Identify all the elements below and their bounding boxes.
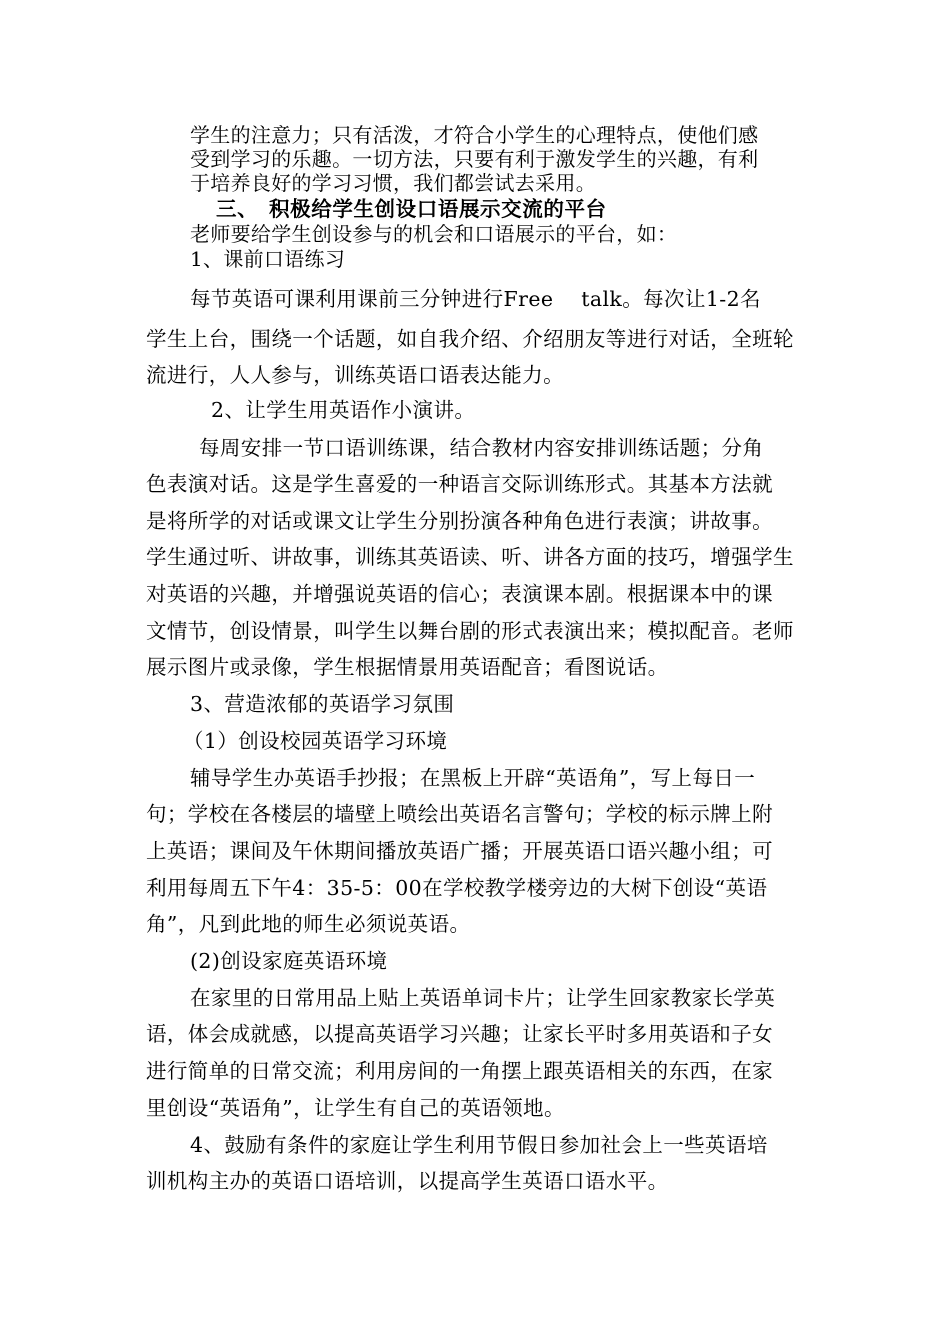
item-2-line-3: 是将所学的对话或课文让学生分别扮演各种角色进行表演；讲故事。 bbox=[146, 509, 773, 533]
item-2-line-6: 文情节，创设情景，叫学生以舞台剧的形式表演出来；模拟配音。老师 bbox=[146, 619, 794, 643]
item-2-title: 2、让学生用英语作小演讲。 bbox=[211, 398, 476, 422]
intro-line-1: 学生的注意力；只有活泼，才符合小学生的心理特点，使他们感 bbox=[190, 123, 759, 147]
item-3-sub-1-line-3: 上英语；课间及午休期间播放英语广播；开展英语口语兴趣小组；可 bbox=[146, 839, 773, 863]
intro-line-3: 于培养良好的学习习惯，我们都尝试去采用。 bbox=[190, 171, 596, 195]
item-3-sub-2-line-1: 在家里的日常用品上贴上英语单词卡片；让学生回家教家长学英 bbox=[190, 986, 776, 1010]
section-heading: 三、 积极给学生创设口语展示交流的平台 bbox=[216, 197, 607, 221]
item-1-line-3: 流进行，人人参与，训练英语口语表达能力。 bbox=[146, 363, 564, 387]
item-2-line-7: 展示图片或录像，学生根据情景用英语配音；看图说话。 bbox=[146, 655, 669, 679]
item-3-sub-2-line-3: 进行简单的日常交流；利用房间的一角摆上跟英语相关的东西，在家 bbox=[146, 1059, 773, 1083]
item-2-line-4: 学生通过听、讲故事，训练其英语读、听、讲各方面的技巧，增强学生 bbox=[146, 545, 794, 569]
item-1-line-2: 学生上台，围绕一个话题，如自我介绍、介绍朋友等进行对话，全班轮 bbox=[146, 327, 794, 351]
item-2-line-2: 色表演对话。这是学生喜爱的一种语言交际训练形式。其基本方法就 bbox=[146, 472, 773, 496]
item-3-sub-1-line-4: 利用每周五下午4：35-5：00在学校教学楼旁边的大树下创设“英语 bbox=[146, 876, 768, 900]
item-3-sub-1-line-5: 角”，凡到此地的师生必须说英语。 bbox=[146, 912, 471, 936]
item-3-sub-2-line-4: 里创设“英语角”，让学生有自己的英语领地。 bbox=[146, 1096, 565, 1120]
item-4-line-1: 4、鼓励有条件的家庭让学生利用节假日参加社会上一些英语培 bbox=[190, 1133, 768, 1157]
item-3-title: 3、营造浓郁的英语学习氛围 bbox=[190, 692, 455, 716]
item-3-sub-2-line-2: 语，体会成就感，以提高英语学习兴趣；让家长平时多用英语和子女 bbox=[146, 1022, 773, 1046]
item-3-sub-1-line-2: 句；学校在各楼层的墙壁上喷绘出英语名言警句；学校的标示牌上附 bbox=[146, 802, 773, 826]
item-3-sub-2-title: (2)创设家庭英语环境 bbox=[190, 949, 388, 973]
intro-line-2: 受到学习的乐趣。一切方法，只要有利于激发学生的兴趣，有利 bbox=[190, 147, 759, 171]
item-3-sub-1-line-1: 辅导学生办英语手抄报；在黑板上开辟“英语角”，写上每日一 bbox=[190, 766, 756, 790]
item-3-sub-1-title: （1）创设校园英语学习环境 bbox=[183, 729, 448, 753]
item-1-line-1: 每节英语可课利用课前三分钟进行Free talk。每次让1-2名 bbox=[190, 287, 761, 311]
item-4-line-2: 训机构主办的英语口语培训，以提高学生英语口语水平。 bbox=[146, 1169, 669, 1193]
item-2-line-5: 对英语的兴趣，并增强说英语的信心；表演课本剧。根据课本中的课 bbox=[146, 582, 773, 606]
section-lead: 老师要给学生创设参与的机会和口语展示的平台，如： bbox=[190, 222, 678, 246]
item-2-line-1: 每周安排一节口语训练课，结合教材内容安排训练话题；分角 bbox=[199, 436, 764, 460]
item-1-title: 1、课前口语练习 bbox=[190, 247, 346, 271]
